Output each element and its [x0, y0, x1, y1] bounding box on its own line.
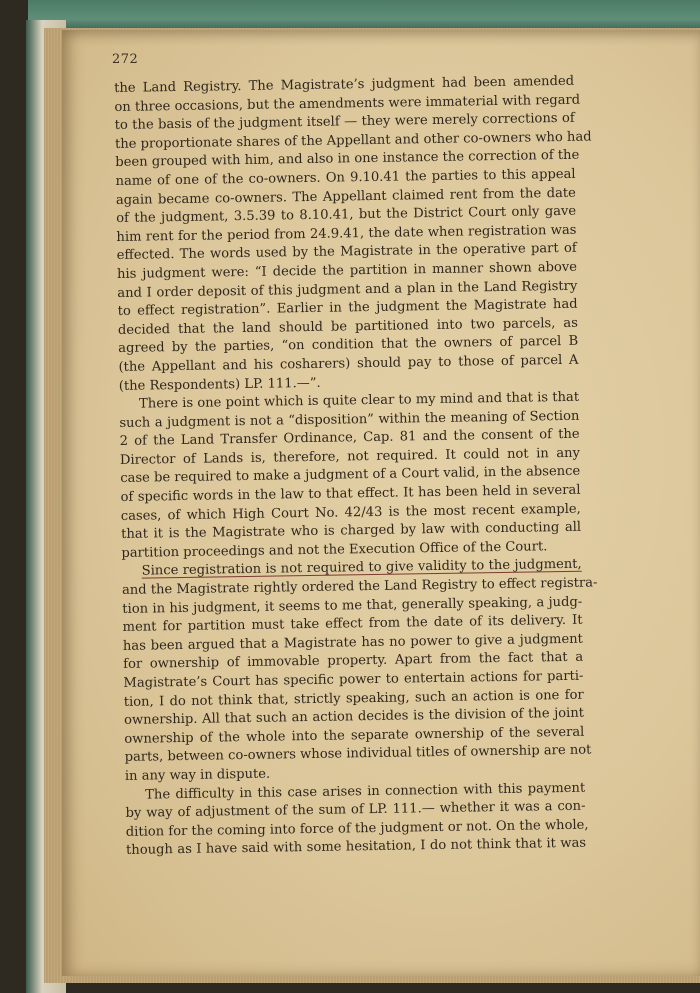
text-line: name of one of the co-owners. On 9.10.41 the parties to this appeal	[115, 166, 576, 189]
text-line: and I order deposit of this judgment and a plan in the Land Registry	[117, 278, 578, 301]
text-line: of the judgment, 3.5.39 to 8.10.41, but the District Court only gave	[116, 203, 577, 227]
text-line: on three occasions, but the amendments were immaterial with regard	[114, 92, 581, 115]
text-line: ownership of the whole into the separate ownership of the several	[124, 724, 585, 747]
text-line: (the Appellant and his cosharers) should pay to those of parcel A	[118, 352, 579, 375]
text-line: of specific words in the law to that effect. It has been held in several	[120, 482, 581, 506]
text-line: for ownership of immovable property. Apart from the fact that a	[123, 650, 584, 673]
text-line: to effect registration”. Earlier in the judgment the Magistrate had	[117, 296, 578, 320]
text-line: partition proceedings and not the Execution Office of the Court.	[121, 539, 548, 561]
text-line: Since registration is not required to give validity to the judgment,	[141, 557, 582, 580]
text-line: by way of adjustment of the sum of LP. 111.— whether it was a con-	[125, 798, 586, 822]
text-line: in any way in dispute.	[124, 766, 271, 784]
text-line: case be required to make a judgment of a Court valid, in the absence	[120, 464, 581, 487]
page-number: 272	[112, 52, 139, 67]
text-line: and the Magistrate rightly ordered the Land Registry to effect registra-	[121, 575, 598, 598]
text-line: him rent for the period from 24.9.41, the date when registration was	[116, 222, 577, 245]
text-line: effected. The words used by the Magistrate in the operative part of	[116, 241, 577, 264]
text-line: that it is the Magistrate who is charged by law with conducting all	[121, 519, 582, 543]
text-line: The difficulty in this case arises in connection with this payment	[145, 780, 586, 803]
text-line: the proportionate shares of the Appellant and other co-owners who had	[114, 129, 592, 152]
text-line: decided that the land should be partitioned into two parcels, as	[117, 315, 578, 338]
text-line: Magistrate’s Court has specific power to entertain actions for parti-	[123, 668, 584, 691]
page-text	[114, 73, 598, 861]
text-line: to the basis of the judgment itself — they were merely corrections of	[114, 110, 575, 134]
text-line: such a judgment is not a “disposition” within the meaning of Section	[119, 408, 580, 431]
text-line: ment for partition must take effect from the date of its delivery. It	[122, 612, 583, 636]
text-line: agreed by the parties, “on condition that the owners of parcel B	[118, 334, 579, 357]
text-line: dition for the coming into force of the judgment or not. On the whole,	[125, 817, 589, 840]
text-line: been grouped with him, and also in one instance the correction of the	[115, 148, 580, 171]
text-line: parts, between co-owners whose individual titles of ownership are not	[124, 742, 592, 766]
text-line: cases, of which High Court No. 42/43 is the most recent example,	[120, 501, 581, 524]
text-line: his judgment were: “I decide the partition in manner shown above	[116, 259, 578, 282]
text-line: There is one point which is quite clear to my mind and that is that	[138, 389, 580, 412]
text-line: though as I have said with some hesitation, I do not think that it was	[125, 836, 587, 859]
text-line: tion, I do not think that, strictly speaking, such an action is one for	[123, 687, 584, 710]
text-line: Director of Lands is, therefore, not required. It could not in any	[119, 445, 581, 468]
text-line: tion in his judgment, it seems to me that, generally speaking, a judg-	[122, 594, 583, 617]
text-line: (the Respondents) LP. 111.—”.	[118, 375, 321, 394]
text-line: ownership. All that such an action decides is the division of the joint	[123, 705, 585, 729]
text-line: the Land Registry. The Magistrate’s judgment had been amended	[114, 73, 575, 96]
text-line: 2 of the Land Transfer Ordinance, Cap. 81 and the consent of the	[119, 427, 580, 450]
text-line: has been argued that a Magistrate has no power to give a judgment	[122, 631, 583, 654]
text-line: again became co-owners. The Appellant claimed rent from the date	[115, 185, 576, 208]
